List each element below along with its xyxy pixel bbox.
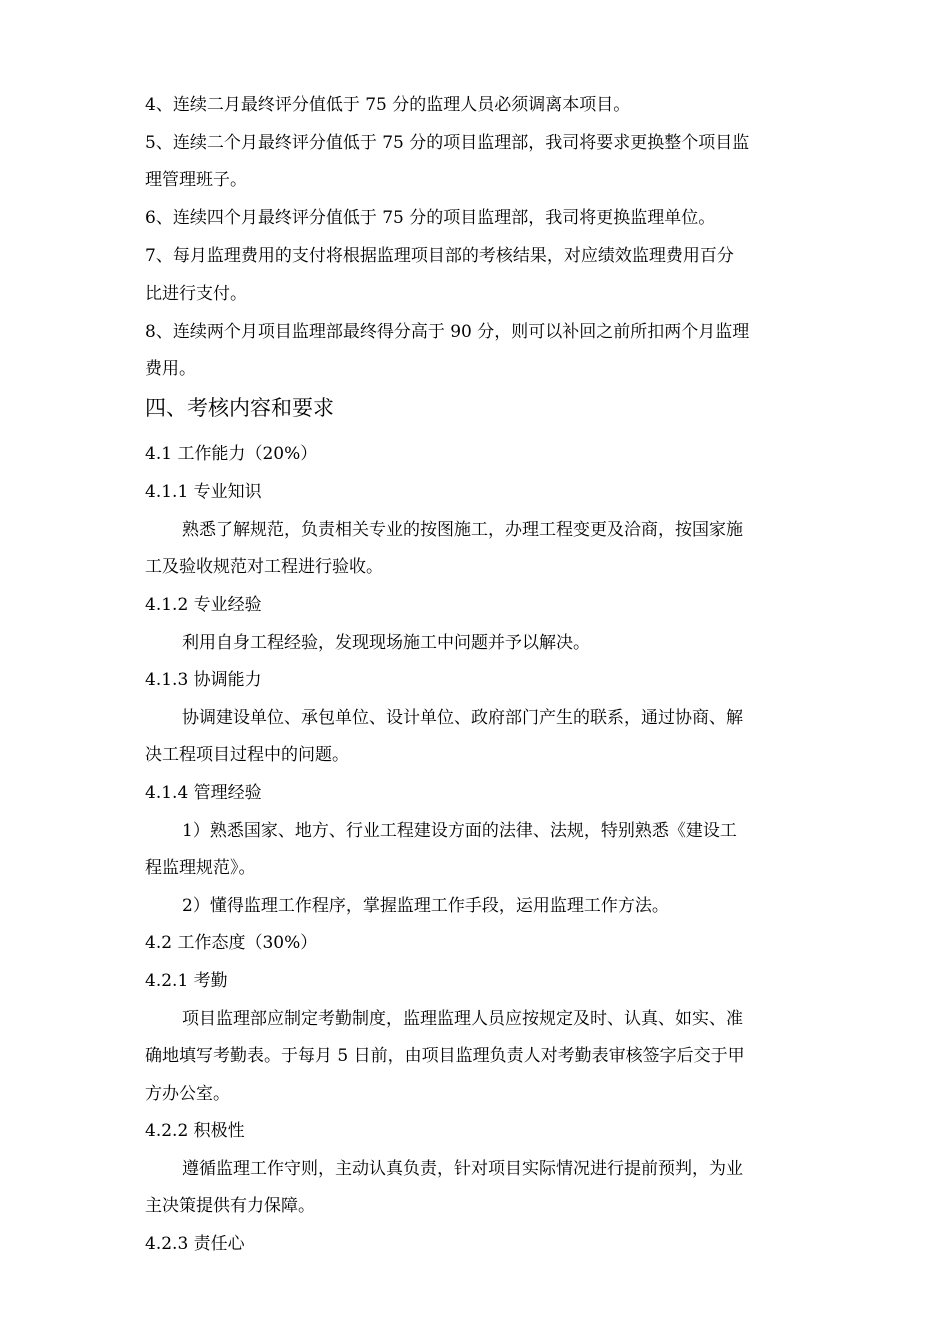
rule-5-line-1: 5、连续二个月最终评分值低于 75 分的项目监理部，我司将要求更换整个项目监	[145, 133, 750, 153]
rule-7-line-1: 7、每月监理费用的支付将根据监理项目部的考核结果，对应绩效监理费用百分	[145, 246, 734, 266]
rule-7-line-2: 比进行支付。	[145, 284, 247, 304]
paragraph-4-2-1-line-2: 确地填写考勤表。于每月 5 日前，由项目监理负责人对考勤表审核签字后交于甲	[145, 1046, 745, 1066]
subsection-4-2-2: 4.2.2 积极性	[145, 1121, 245, 1141]
paragraph-4-2-1-line-3: 方办公室。	[145, 1084, 230, 1104]
section-heading: 四、考核内容和要求	[145, 396, 334, 420]
subsection-4-2: 4.2 工作态度（30%）	[145, 933, 318, 953]
subsection-4-1: 4.1 工作能力（20%）	[145, 444, 318, 464]
rule-6: 6、连续四个月最终评分值低于 75 分的项目监理部，我司将更换监理单位。	[145, 208, 716, 228]
paragraph-4-1-1-line-1: 熟悉了解规范，负责相关专业的按图施工，办理工程变更及洽商，按国家施	[182, 520, 743, 540]
paragraph-4-1-3-line-1: 协调建设单位、承包单位、设计单位、政府部门产生的联系，通过协商、解	[182, 708, 743, 728]
paragraph-4-1-3-line-2: 决工程项目过程中的问题。	[145, 745, 349, 765]
subsection-4-2-1: 4.2.1 考勤	[145, 971, 228, 991]
paragraph-4-2-2-line-2: 主决策提供有力保障。	[145, 1196, 315, 1216]
rule-8-line-1: 8、连续两个月项目监理部最终得分高于 90 分，则可以补回之前所扣两个月监理	[145, 322, 750, 342]
paragraph-4-1-4-item-1-line-2: 程监理规范》。	[145, 858, 256, 878]
paragraph-4-2-2-line-1: 遵循监理工作守则，主动认真负责，针对项目实际情况进行提前预判，为业	[182, 1159, 743, 1179]
rule-8-line-2: 费用。	[145, 359, 196, 379]
paragraph-4-1-4-item-2: 2）懂得监理工作程序，掌握监理工作手段，运用监理工作方法。	[182, 896, 669, 916]
subsection-4-2-3: 4.2.3 责任心	[145, 1234, 245, 1254]
paragraph-4-2-1-line-1: 项目监理部应制定考勤制度，监理监理人员应按规定及时、认真、如实、准	[182, 1009, 743, 1029]
paragraph-4-1-1-line-2: 工及验收规范对工程进行验收。	[145, 557, 383, 577]
paragraph-4-1-2: 利用自身工程经验，发现现场施工中问题并予以解决。	[182, 633, 590, 653]
subsection-4-1-3: 4.1.3 协调能力	[145, 670, 262, 690]
paragraph-4-1-4-item-1-line-1: 1）熟悉国家、地方、行业工程建设方面的法律、法规，特别熟悉《建设工	[182, 821, 737, 841]
subsection-4-1-4: 4.1.4 管理经验	[145, 783, 262, 803]
subsection-4-1-2: 4.1.2 专业经验	[145, 595, 262, 615]
rule-5-line-2: 理管理班子。	[145, 170, 247, 190]
rule-4: 4、连续二月最终评分值低于 75 分的监理人员必须调离本项目。	[145, 95, 631, 115]
subsection-4-1-1: 4.1.1 专业知识	[145, 482, 262, 502]
